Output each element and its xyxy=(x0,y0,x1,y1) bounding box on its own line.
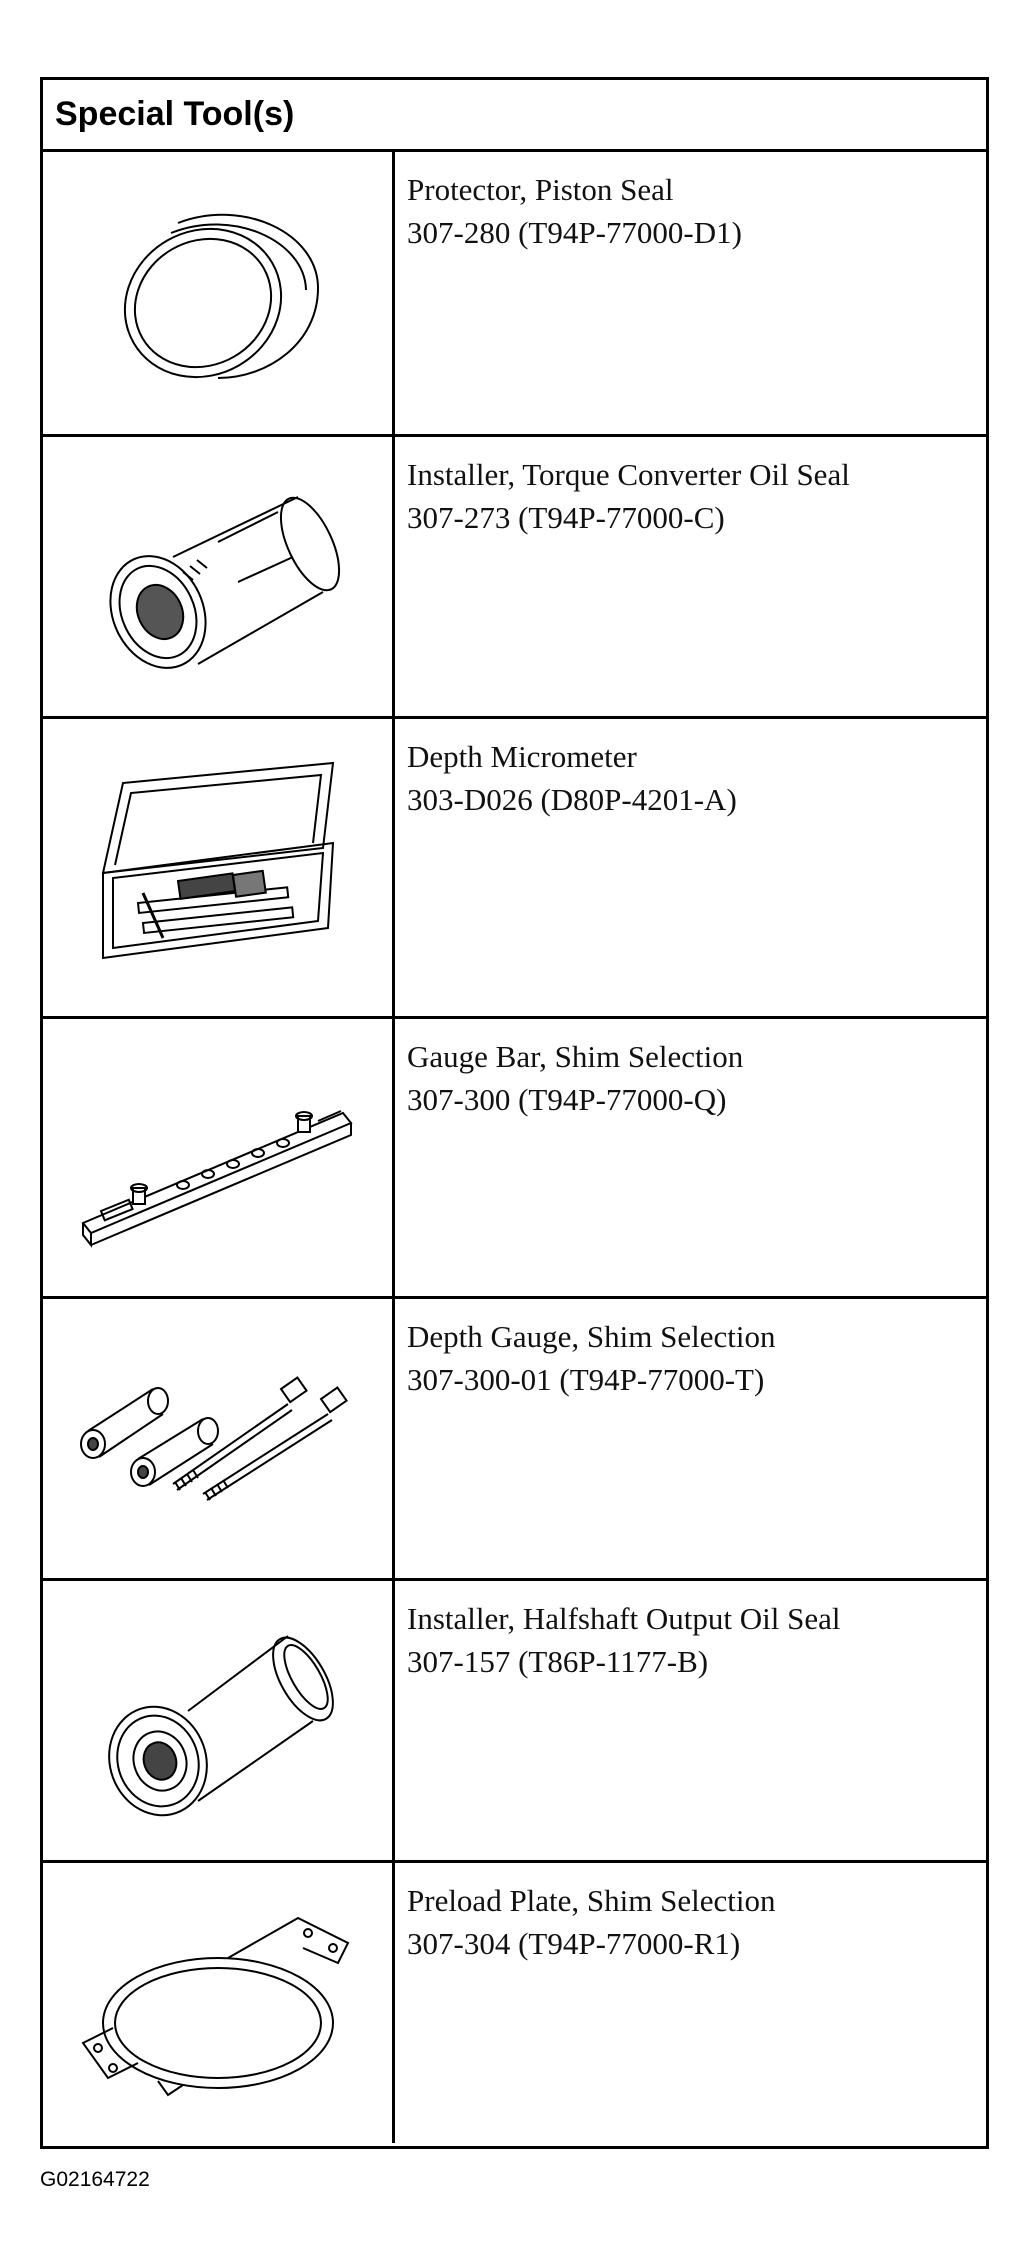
tool-name: Installer, Halfshaft Output Oil Seal xyxy=(407,1601,841,1636)
tool-number: 307-273 (T94P-77000-C) xyxy=(407,500,725,535)
tool-number: 307-304 (T94P-77000-R1) xyxy=(407,1926,741,1961)
tool-name: Depth Micrometer xyxy=(407,739,637,774)
tool-row xyxy=(43,1299,986,1581)
figure-code: G02164722 xyxy=(40,2168,150,2191)
tool-name: Gauge Bar, Shim Selection xyxy=(407,1039,744,1074)
tool-row xyxy=(43,1019,986,1299)
tool-row xyxy=(43,1581,986,1863)
tool-row xyxy=(43,152,986,437)
tool-number: 303-D026 (D80P-4201-A) xyxy=(407,782,737,817)
tool-number: 307-300 (T94P-77000-Q) xyxy=(407,1082,727,1117)
table-title: Special Tool(s) xyxy=(43,80,986,152)
tool-name: Depth Gauge, Shim Selection xyxy=(407,1319,776,1354)
tool-row xyxy=(43,1863,986,2143)
tool-number: 307-300-01 (T94P-77000-T) xyxy=(407,1362,765,1397)
gauge-bar-icon xyxy=(43,1019,395,1296)
halfshaft-seal-installer-icon xyxy=(43,1581,395,1860)
preload-plate-icon xyxy=(43,1863,395,2143)
piston-seal-protector-icon xyxy=(43,152,395,434)
tool-name: Preload Plate, Shim Selection xyxy=(407,1883,776,1918)
tool-name: Installer, Torque Converter Oil Seal xyxy=(407,457,850,492)
tool-row xyxy=(43,437,986,719)
torque-converter-seal-installer-icon xyxy=(43,437,395,716)
tool-row xyxy=(43,719,986,1019)
special-tools-table xyxy=(40,77,989,2149)
tool-number: 307-157 (T86P-1177-B) xyxy=(407,1644,709,1679)
tool-name: Protector, Piston Seal xyxy=(407,172,674,207)
tool-number: 307-280 (T94P-77000-D1) xyxy=(407,215,742,250)
depth-gauge-spacers-bolts-icon xyxy=(43,1299,395,1578)
depth-micrometer-case-icon xyxy=(43,719,395,1016)
